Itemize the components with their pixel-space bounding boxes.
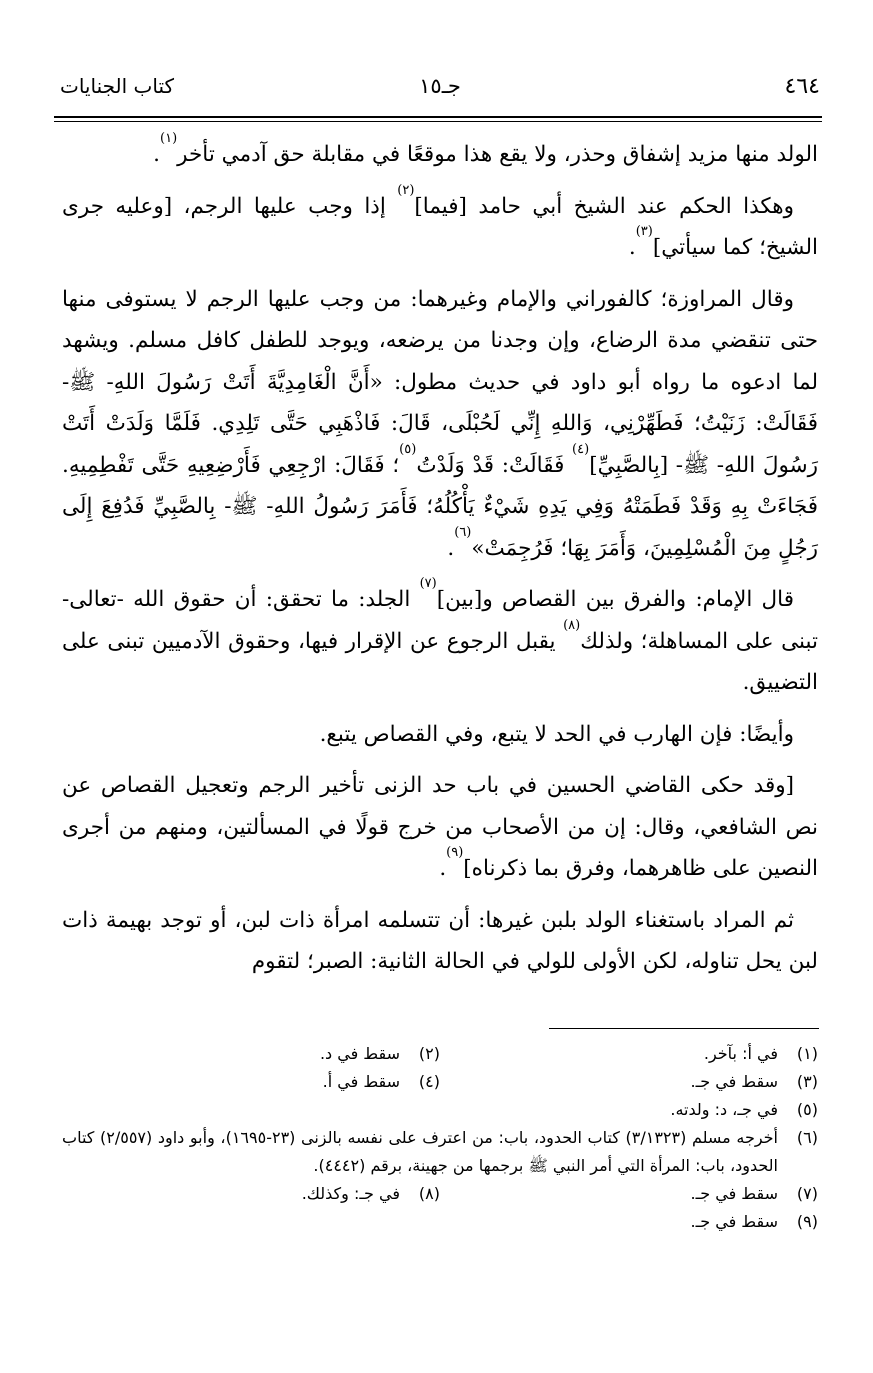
paragraph-7: ثم المراد باستغناء الولد بلبن غيرها: أن تتسلمه امرأة ذات لبن، أو توجد بهيمة ذات لبن يحل تناوله، لكن الأولى للولي في الحالة الثانية: الصبر؛ لتقوم [62, 907, 818, 974]
paragraph-1: الولد منها مزيد إشفاق وحذر، ولا يقع هذا موقعًا في مقابلة حق آدمي تأخر$^{(١)}$. [153, 131, 818, 167]
footnote-ref: (٥) [399, 441, 417, 457]
footnote-ref: (٨) [563, 617, 581, 633]
footnote-ref: (٩) [446, 845, 464, 860]
footnotes [62, 1040, 818, 1236]
header-rule-thin [54, 121, 822, 122]
footnote-5: (٥) في جـ، د: ولدته. [670, 1100, 818, 1119]
footnote-row [62, 1040, 818, 1068]
page-header [60, 70, 820, 106]
footnote-ref: (٣) [635, 224, 653, 239]
paragraph-3: وقال المراوزة؛ كالفوراني والإمام وغيرهما: من وجب عليها الرجم لا يستوفى منها حتى تنقضي مدة الرضاع، وإن وجدنا من يرضعه، ويوجد للطفل كافل مسلم. ويشهد لما ادعوه ما رواه أبو داود في حديث مطول: «أَنَّ الْغَامِدِيَّةَ أَتَتْ رَسُولَ اللهِ- ﷺ- فَقَالَتْ: زَنَيْتُ؛ فَطَهِّرْنِي، وَاللهِ إِنِّي لَحُبْلَى، قَالَ: فَاذْهَبِي حَتَّى تَلِدِي. فَلَمَّا وَلَدَتْ أَتَتْ رَسُولَ اللهِ- ﷺ- [بِالصَّبِيِّ]$^{(٤)}$ فَقَالَتْ: قَدْ وَلَدْتُ$^{(٥)}$؛ فَقَالَ: ارْجِعِي فَأَرْضِعِيهِ حَتَّى تَفْطِمِيهِ. فَجَاءَتْ بِهِ وَقَدْ فَطَمَتْهُ وَفِي يَدِهِ شَيْءٌ يَأْكُلُهُ؛ فَأَمَرَ رَسُولُ اللهِ- ﷺ- بِالصَّبِيِّ فَدُفِعَ إِلَى رَجُلٍ مِنَ الْمُسْلِمِينَ، وَأَمَرَ بِهَا؛ فَرُجِمَتْ»$^{(٦)}$. [62, 286, 818, 561]
footnote-ref: (٢) [397, 182, 415, 198]
volume-number: جـ١٥ [419, 74, 461, 98]
footnote-row [62, 1068, 818, 1096]
paragraph-5: وأيضًا: فإن الهارب في الحد لا يتبع، وفي القصاص يتبع. [319, 721, 794, 747]
paragraph-4: قال الإمام: والفرق بين القصاص و[بين]$^{(٧)}$ الجلد: ما تحقق: أن حقوق الله -تعالى- تبنى على المساهلة؛ ولذلك$^{(٨)}$ يقبل الرجوع عن الإقرار فيها، وحقوق الآدميين تبنى على التضييق. [62, 576, 818, 695]
footnote-row [62, 1180, 818, 1208]
footnote-separator [549, 1028, 819, 1029]
paragraph-6: [وقد حكى القاضي الحسين في باب حد الزنى تأخير الرجم وتعجيل القصاص عن نص الشافعي، وقال: إن من الأصحاب من خرج قولًا في المسألتين، ومنهم من أجرى النصين على ظاهرهما، وفرق بما ذكرناه]$^{(٩)}$. [62, 773, 818, 881]
paragraph-2: وهكذا الحكم عند الشيخ أبي حامد [فيما]$^{(٢)}$ إذا وجب عليها الرجم، [وعليه جرى الشيخ؛ كما سيأتي]$^{(٣)}$. [62, 182, 818, 260]
footnote-7: (٧) سقط في جـ. [690, 1184, 818, 1203]
page-number: ٤٦٤ [784, 74, 820, 99]
footnote-3: (٣) سقط في جـ. [690, 1072, 818, 1091]
running-title: كتاب الجنايات [60, 74, 175, 98]
footnote-ref: (٧) [419, 576, 437, 591]
main-text [62, 131, 818, 993]
footnote-9: (٩) سقط في جـ. [690, 1212, 818, 1231]
footnote-8: (٨) في جـ: وكذلك. [301, 1184, 440, 1203]
footnote-2: (٢) سقط في د. [319, 1044, 440, 1063]
footnote-ref: (٦) [454, 524, 472, 540]
footnote-1: (١) في أ: بآخر. [703, 1044, 818, 1063]
footnote-6: (٦) أخرجه مسلم (٣/١٣٢٣) كتاب الحدود، باب: من اعترف على نفسه بالزنى (٢٣-١٦٩٥)، وأبو داود (٢/٥٥٧) كتاب الحدود، باب: المرأة التي أمر النبي ﷺ برجمها من جهينة، برقم (٤٤٤٢). [62, 1128, 818, 1175]
footnote-4: (٤) سقط في أ. [322, 1072, 440, 1091]
footnote-ref: (٤) [572, 441, 590, 457]
footnote-ref: (١) [160, 131, 178, 146]
header-rule-thick [54, 116, 822, 118]
